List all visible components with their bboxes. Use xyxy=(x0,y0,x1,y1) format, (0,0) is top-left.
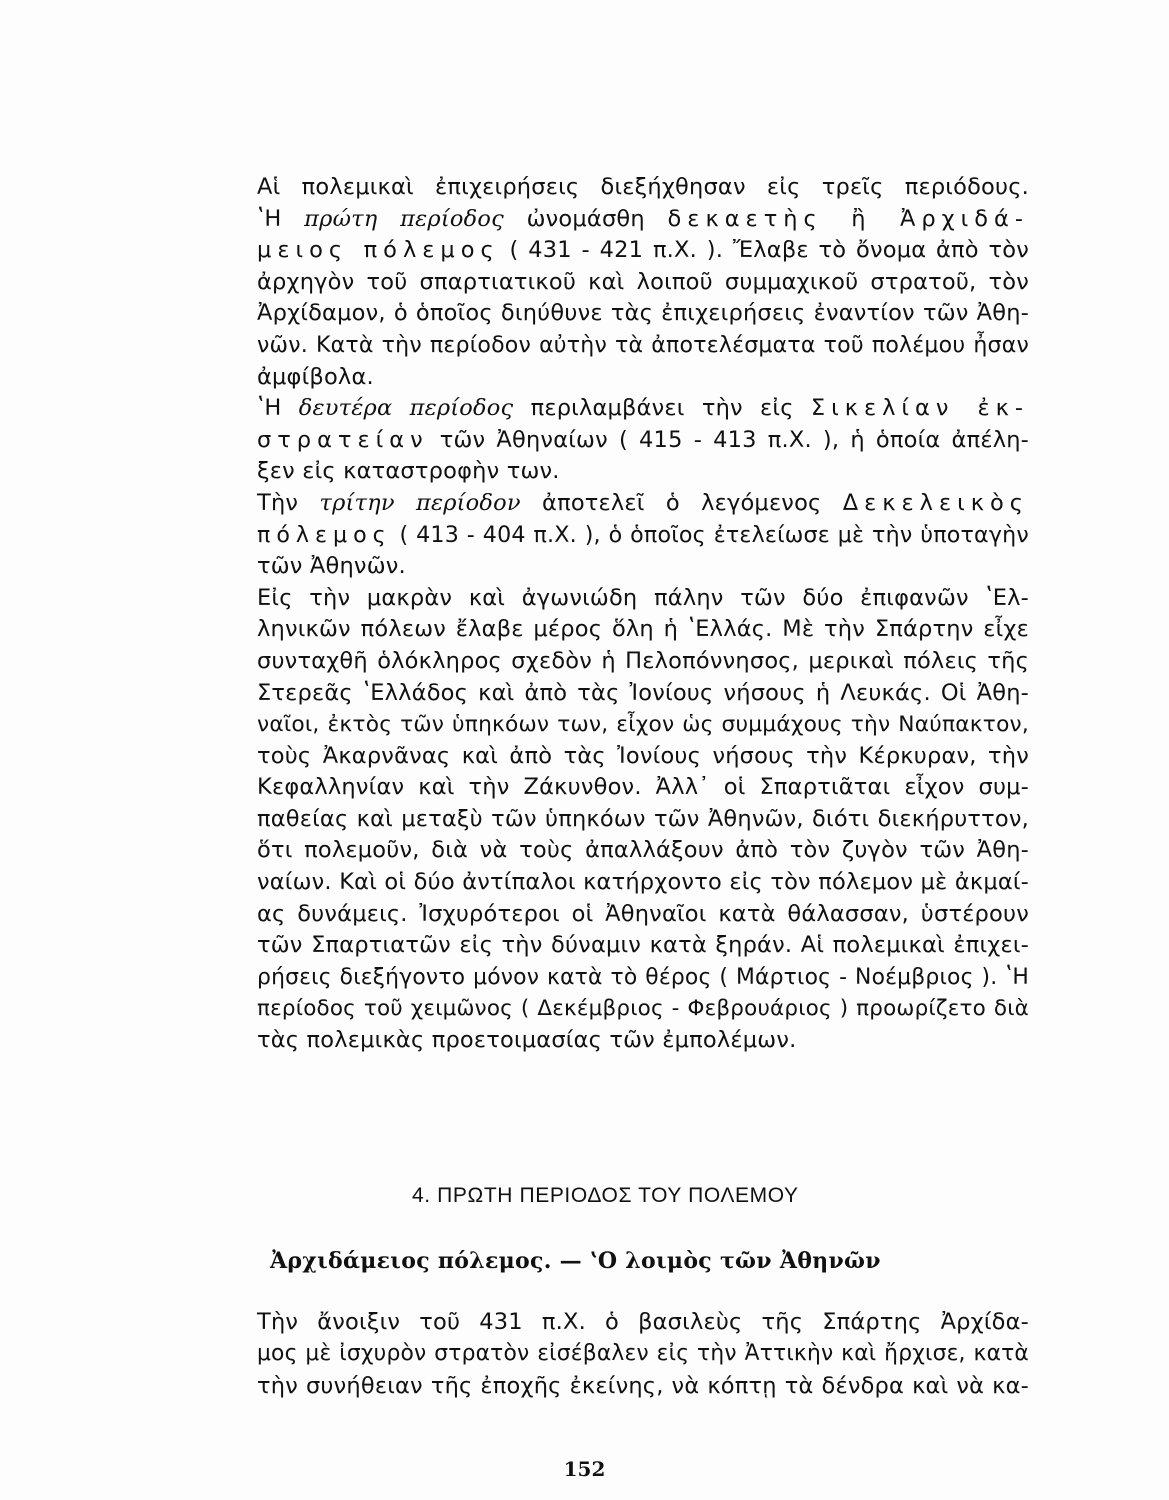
spaced-term: πόλεμος xyxy=(257,521,392,548)
text-line: τὰς πολεμικὰς προετοιμασίας τῶν ἐμπολέμων. xyxy=(257,1027,797,1054)
text-line: Εἰς τὴν μακρὰν καὶ ἀγωνιώδη πάλην τῶν δύο ἐπιφανῶν ʽΕλ- xyxy=(257,584,1029,611)
text-line: ναῖοι, ἐκτὸς τῶν ὑπηκόων των, εἶχον ὡς συμμάχους τὴν Ναύπακτον, xyxy=(257,712,1029,738)
italic-term: πρώτη περίοδος xyxy=(304,205,504,232)
text-line: ἀμφίβολα. xyxy=(257,363,374,390)
text-line: ʽΗ πρώτη περίοδος ὠνομάσθη δεκαετὴς ἢ Ἀρχιδά- xyxy=(257,205,1029,232)
page-number: 152 xyxy=(563,1457,606,1481)
section-text-block xyxy=(257,1306,1029,1402)
text-line: μος μὲ ἰσχυρὸν στρατὸν εἰσέβαλεν εἰς τὴν Ἀττικὴν καὶ ἤρχισε, κατὰ xyxy=(257,1341,1029,1366)
text-line: τῶν Σπαρτιατῶν εἰς τὴν δύναμιν κατὰ ξηράν. Αἱ πολεμικαὶ ἐπιχει- xyxy=(257,932,1029,959)
text-line: νῶν. Κατὰ τὴν περίοδον αὐτὴν τὰ ἀποτελέσματα τοῦ πολέμου ἦσαν xyxy=(257,332,1029,358)
italic-term: δευτέρα περίοδος xyxy=(298,395,514,422)
text-line: Κεφαλληνίαν καὶ τὴν Ζάκυνθον. Ἀλλ᾽ οἱ Σπαρτιᾶται εἶχον συμ- xyxy=(257,774,1029,801)
text-line: ας δυνάμεις. Ἰσχυρότεροι οἱ Ἀθηναῖοι κατὰ θάλασσαν, ὑστέρουν xyxy=(257,900,1029,927)
spaced-term: Δεκελεικὸς xyxy=(842,489,1030,516)
italic-term: τρίτην περίοδον xyxy=(319,489,521,516)
text-line: μειος πόλεμος ( 431 - 421 π.Χ. ). Ἔλαβε τὸ ὄνομα ἀπὸ τὸν xyxy=(257,237,1029,264)
spaced-term: Σικελίαν ἐκ- xyxy=(810,395,1030,422)
text-line: Ἀρχίδαμον, ὁ ὁποῖος διηύθυνε τὰς ἐπιχειρήσεις ἐναντίον τῶν Ἀθη- xyxy=(257,300,1029,327)
text-line: ʽΗ δευτέρα περίοδος περιλαμβάνει τὴν εἰς Σικελίαν ἐκ- xyxy=(257,395,1030,422)
text-line: Τὴν ἄνοιξιν τοῦ 431 π.Χ. ὁ βασιλεὺς τῆς Σπάρτης Ἀρχίδα- xyxy=(257,1309,1029,1335)
text-line: ληνικῶν πόλεων ἔλαβε μέρος ὅλη ἡ ʽΕλλάς. Μὲ τὴν Σπάρτην εἶχε xyxy=(257,616,1029,643)
text-line: ρήσεις διεξήγοντο μόνον κατὰ τὸ θέρος ( Μάρτιος - Νοέμβριος ). ʽΗ xyxy=(257,964,1029,990)
text-line: πόλεμος ( 413 - 404 π.Χ. ), ὁ ὁποῖος ἐτελείωσε μὲ τὴν ὑποταγὴν xyxy=(257,521,1029,548)
text-line: ξεν εἰς καταστροφὴν των. xyxy=(257,458,560,485)
text-line: συνταχθῆ ὁλόκληρος σχεδὸν ἡ Πελοπόννησος, μερικαὶ πόλεις τῆς xyxy=(257,647,1029,674)
text-line: τοὺς Ἀκαρνᾶνας καὶ ἀπὸ τὰς Ἰονίους νήσους τὴν Κέρκυραν, τὴν xyxy=(257,742,1029,769)
section-subheading: Ἀρχιδάμειος πόλεμος. — ʽΟ λοιμὸς τῶν Ἀθηνῶν xyxy=(270,1248,881,1274)
text-line: Στερεᾶς ʽΕλλάδος καὶ ἀπὸ τὰς Ἰονίους νήσους ἡ Λευκάς. Οἱ Ἀθη- xyxy=(257,679,1029,706)
main-text-block xyxy=(257,172,1029,1057)
section-heading: 4. ΠΡΩΤΗ ΠΕΡΙΟΔΟΣ ΤΟΥ ΠΟΛΕΜΟΥ xyxy=(412,1184,799,1207)
text-line: Τὴν τρίτην περίοδον ἀποτελεῖ ὁ λεγόμενος Δεκελεικὸς xyxy=(257,489,1030,516)
text-line: ναίων. Καὶ οἱ δύο ἀντίπαλοι κατήρχοντο εἰς τὸν πόλεμον μὲ ἀκμαί- xyxy=(257,869,1029,896)
spaced-term: δεκαετὴς ἢ Ἀρχιδά- xyxy=(667,205,1029,232)
text-line: ἀρχηγὸν τοῦ σπαρτιατικοῦ καὶ λοιποῦ συμμαχικοῦ στρατοῦ, τὸν xyxy=(257,268,1029,295)
spaced-term: μειος πόλεμος xyxy=(257,237,500,264)
text-line: στρατείαν τῶν Ἀθηναίων ( 415 - 413 π.Χ. ), ἡ ὁποία ἀπέλη- xyxy=(257,426,1029,453)
text-line: Αἱ πολεμικαὶ ἐπιχειρήσεις διεξήχθησαν εἰς τρεῖς περιόδους. xyxy=(257,174,1029,200)
text-line: παθείας καὶ μεταξὺ τῶν ὑπηκόων τῶν Ἀθηνῶν, διότι διεκήρυττον, xyxy=(257,805,1029,832)
text-line: τὴν συνήθειαν τῆς ἐποχῆς ἐκείνης, νὰ κόπτῃ τὰ δένδρα καὶ νὰ κα- xyxy=(257,1373,1029,1399)
spaced-term: στρατείαν xyxy=(257,426,429,453)
text-line: ὅτι πολεμοῦν, διὰ νὰ τοὺς ἀπαλλάξουν ἀπὸ τὸν ζυγὸν τῶν Ἀθη- xyxy=(257,837,1029,864)
text-line: περίοδος τοῦ χειμῶνος ( Δεκέμβριος - Φεβρουάριος ) προωρίζετο διὰ xyxy=(257,996,1029,1022)
text-line: τῶν Ἀθηνῶν. xyxy=(257,553,406,580)
